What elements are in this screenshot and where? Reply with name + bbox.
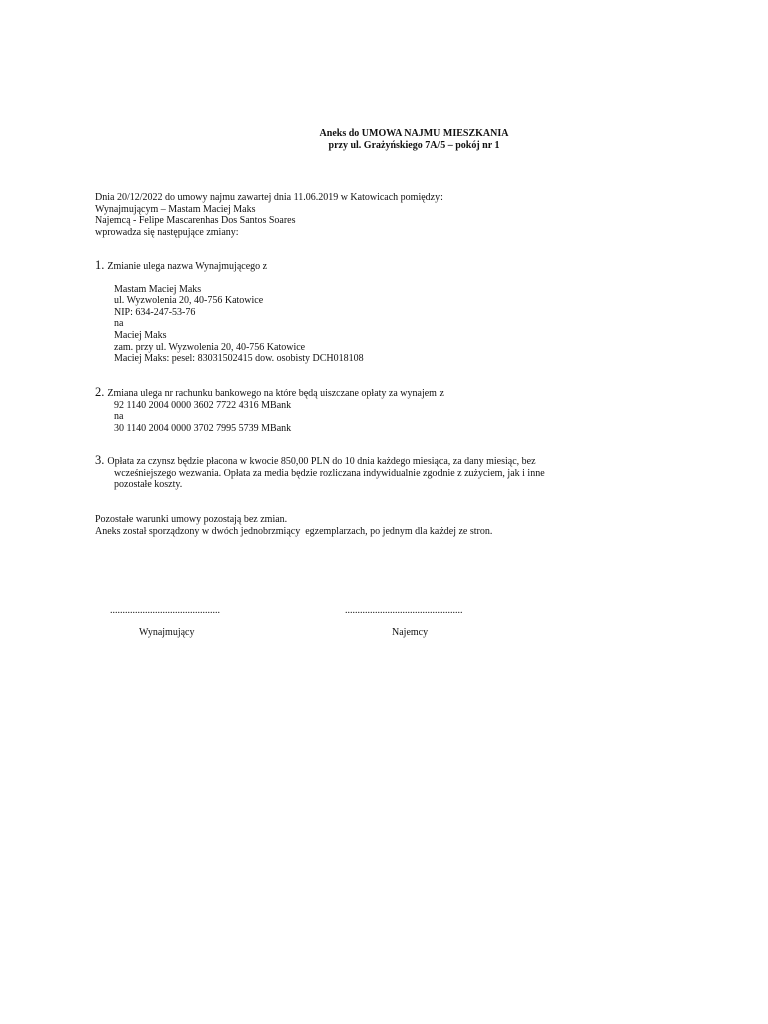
intro-paragraph	[95, 192, 695, 238]
item-number: 2.	[95, 385, 105, 399]
item-heading	[95, 387, 695, 400]
item-line: ul. Wyzwolenia 20, 40-756 Katowice	[114, 295, 264, 307]
item-heading-text: Zmianie ulega nazwa Wynajmującego z	[107, 261, 268, 272]
document-subtitle: przy ul. Grażyńskiego 7A/5 – pokój nr 1	[328, 140, 500, 151]
item-line: Maciej Maks	[114, 329, 167, 341]
change-item-1	[95, 260, 695, 365]
item-line: 92 1140 2004 0000 3602 7722 4316 MBank	[114, 399, 292, 411]
item-heading	[95, 455, 695, 468]
item-line: NIP: 634-247-53-76	[114, 306, 196, 318]
change-item-2	[95, 387, 695, 434]
intro-line: Wynajmującym – Mastam Maciej Maks	[95, 203, 256, 215]
item-line: Opłata za czynsz będzie płacona w kwocie 850,00 PLN do 10 dnia każdego miesiąca, za dany miesiąc, bez	[107, 456, 536, 467]
document-title: Aneks do UMOWA NAJMU MIESZKANIA	[319, 128, 509, 139]
item-number: 1.	[95, 258, 105, 272]
intro-line: Dnia 20/12/2022 do umowy najmu zawartej dnia 11.06.2019 w Katowicach pomiędzy:	[95, 192, 443, 203]
signature-label-landlord: Wynajmujący	[139, 627, 195, 638]
item-number: 3.	[95, 453, 105, 467]
item-line: Maciej Maks: pesel: 83031502415 dow. osobisty DCH018108	[114, 353, 364, 365]
item-line: na	[114, 411, 124, 423]
item-line: 30 1140 2004 0000 3702 7995 5739 MBank	[114, 422, 292, 434]
signature-label-tenant: Najemcy	[392, 627, 429, 638]
closing-paragraph	[95, 514, 695, 537]
spacer	[95, 273, 695, 284]
item-line: zam. przy ul. Wyzwolenia 20, 40-756 Katowice	[114, 341, 306, 353]
item-line: wcześniejszego wezwania. Opłata za media będzie rozliczana indywidualnie zgodnie z zużyciem, jak i inne	[114, 467, 545, 479]
item-heading-text: Zmiana ulega nr rachunku bankowego na które będą uiszczane opłaty za wynajem z	[107, 388, 444, 399]
item-line: na	[114, 318, 124, 330]
change-item-3	[95, 455, 695, 491]
intro-line: wprowadza się następujące zmiany:	[95, 226, 239, 238]
closing-line: Aneks został sporządzony w dwóch jednobrzmiący egzemplarzach, po jednym dla każdej ze stron.	[95, 525, 493, 537]
item-line: pozostałe koszty.	[114, 479, 183, 491]
signature-line-landlord: ............................................	[110, 605, 220, 616]
intro-line: Najemcą - Felipe Mascarenhas Dos Santos Soares	[95, 215, 296, 227]
signature-line-tenant: ...............................................	[345, 605, 463, 616]
closing-line: Pozostałe warunki umowy pozostają bez zmian.	[95, 514, 288, 525]
item-line: Mastam Maciej Maks	[114, 283, 202, 295]
item-heading	[95, 260, 695, 273]
